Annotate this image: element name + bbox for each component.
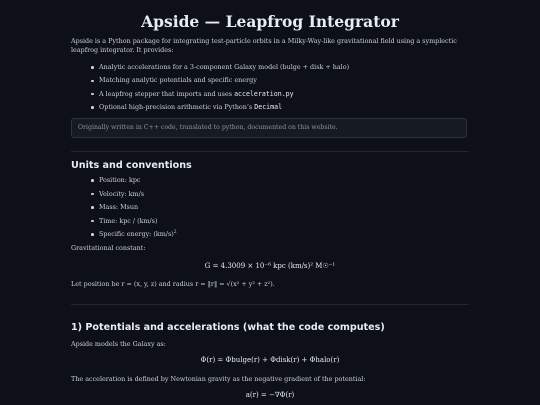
- list-item: Specific energy: $(km/s)^2$: [71, 230, 469, 244]
- feature-list: [71, 63, 469, 116]
- code-snippet: acceleration.py: [234, 89, 294, 98]
- gravitational-constant-equation: G = 4.3009 × 10⁻⁶ kpc (km/s)² M☉⁻¹: [204, 262, 336, 270]
- list-item: Position: kpc: [71, 176, 469, 190]
- galaxy-model-intro: Apside models the Galaxy as:: [71, 340, 166, 348]
- info-callout: Originally written in C++ code, translated to python, documented on this website.: [71, 118, 467, 138]
- list-item: Velocity: km/s: [71, 190, 469, 204]
- position-definition: Let position be r = (x, y, z) and radius r = ‖r‖ = √(x² + y² + z²).: [71, 280, 275, 288]
- gravitational-constant-label: Gravitational constant:: [71, 244, 146, 252]
- potential-equation: Φ(r) = Φbulge(r) + Φdisk(r) + Φhalo(r): [200, 356, 340, 364]
- page-title: Apside — Leapfrog Integrator: [141, 12, 399, 31]
- acceleration-equation: a(r) = −∇Φ(r): [245, 391, 295, 399]
- list-item: Matching analytic potentials and specific energy: [71, 76, 469, 89]
- intro-paragraph: Apside is a Python package for integrating test-particle orbits in a Milky-Way-like gravitational field using a symplectic leapfrog integrator. It provides:: [71, 37, 457, 55]
- section-heading-units: Units and conventions: [71, 160, 192, 171]
- list-item: Optional high-precision arithmetic via Python’s Decimal: [71, 103, 469, 116]
- code-snippet: Decimal: [254, 102, 283, 111]
- list-item: Mass: Msun: [71, 203, 469, 217]
- list-item: Time: kpc / (km/s): [71, 217, 469, 231]
- divider: [71, 151, 469, 152]
- units-list: [71, 176, 469, 244]
- list-item: A leapfrog stepper that imports and uses acceleration.py: [71, 90, 469, 103]
- divider: [71, 304, 469, 305]
- list-item: Analytic accelerations for a 3-component Galaxy model (bulge + disk + halo): [71, 63, 469, 76]
- section-heading-potentials: 1) Potentials and accelerations (what the code computes): [71, 322, 385, 333]
- acceleration-description: The acceleration is defined by Newtonian gravity as the negative gradient of the potential:: [71, 375, 366, 383]
